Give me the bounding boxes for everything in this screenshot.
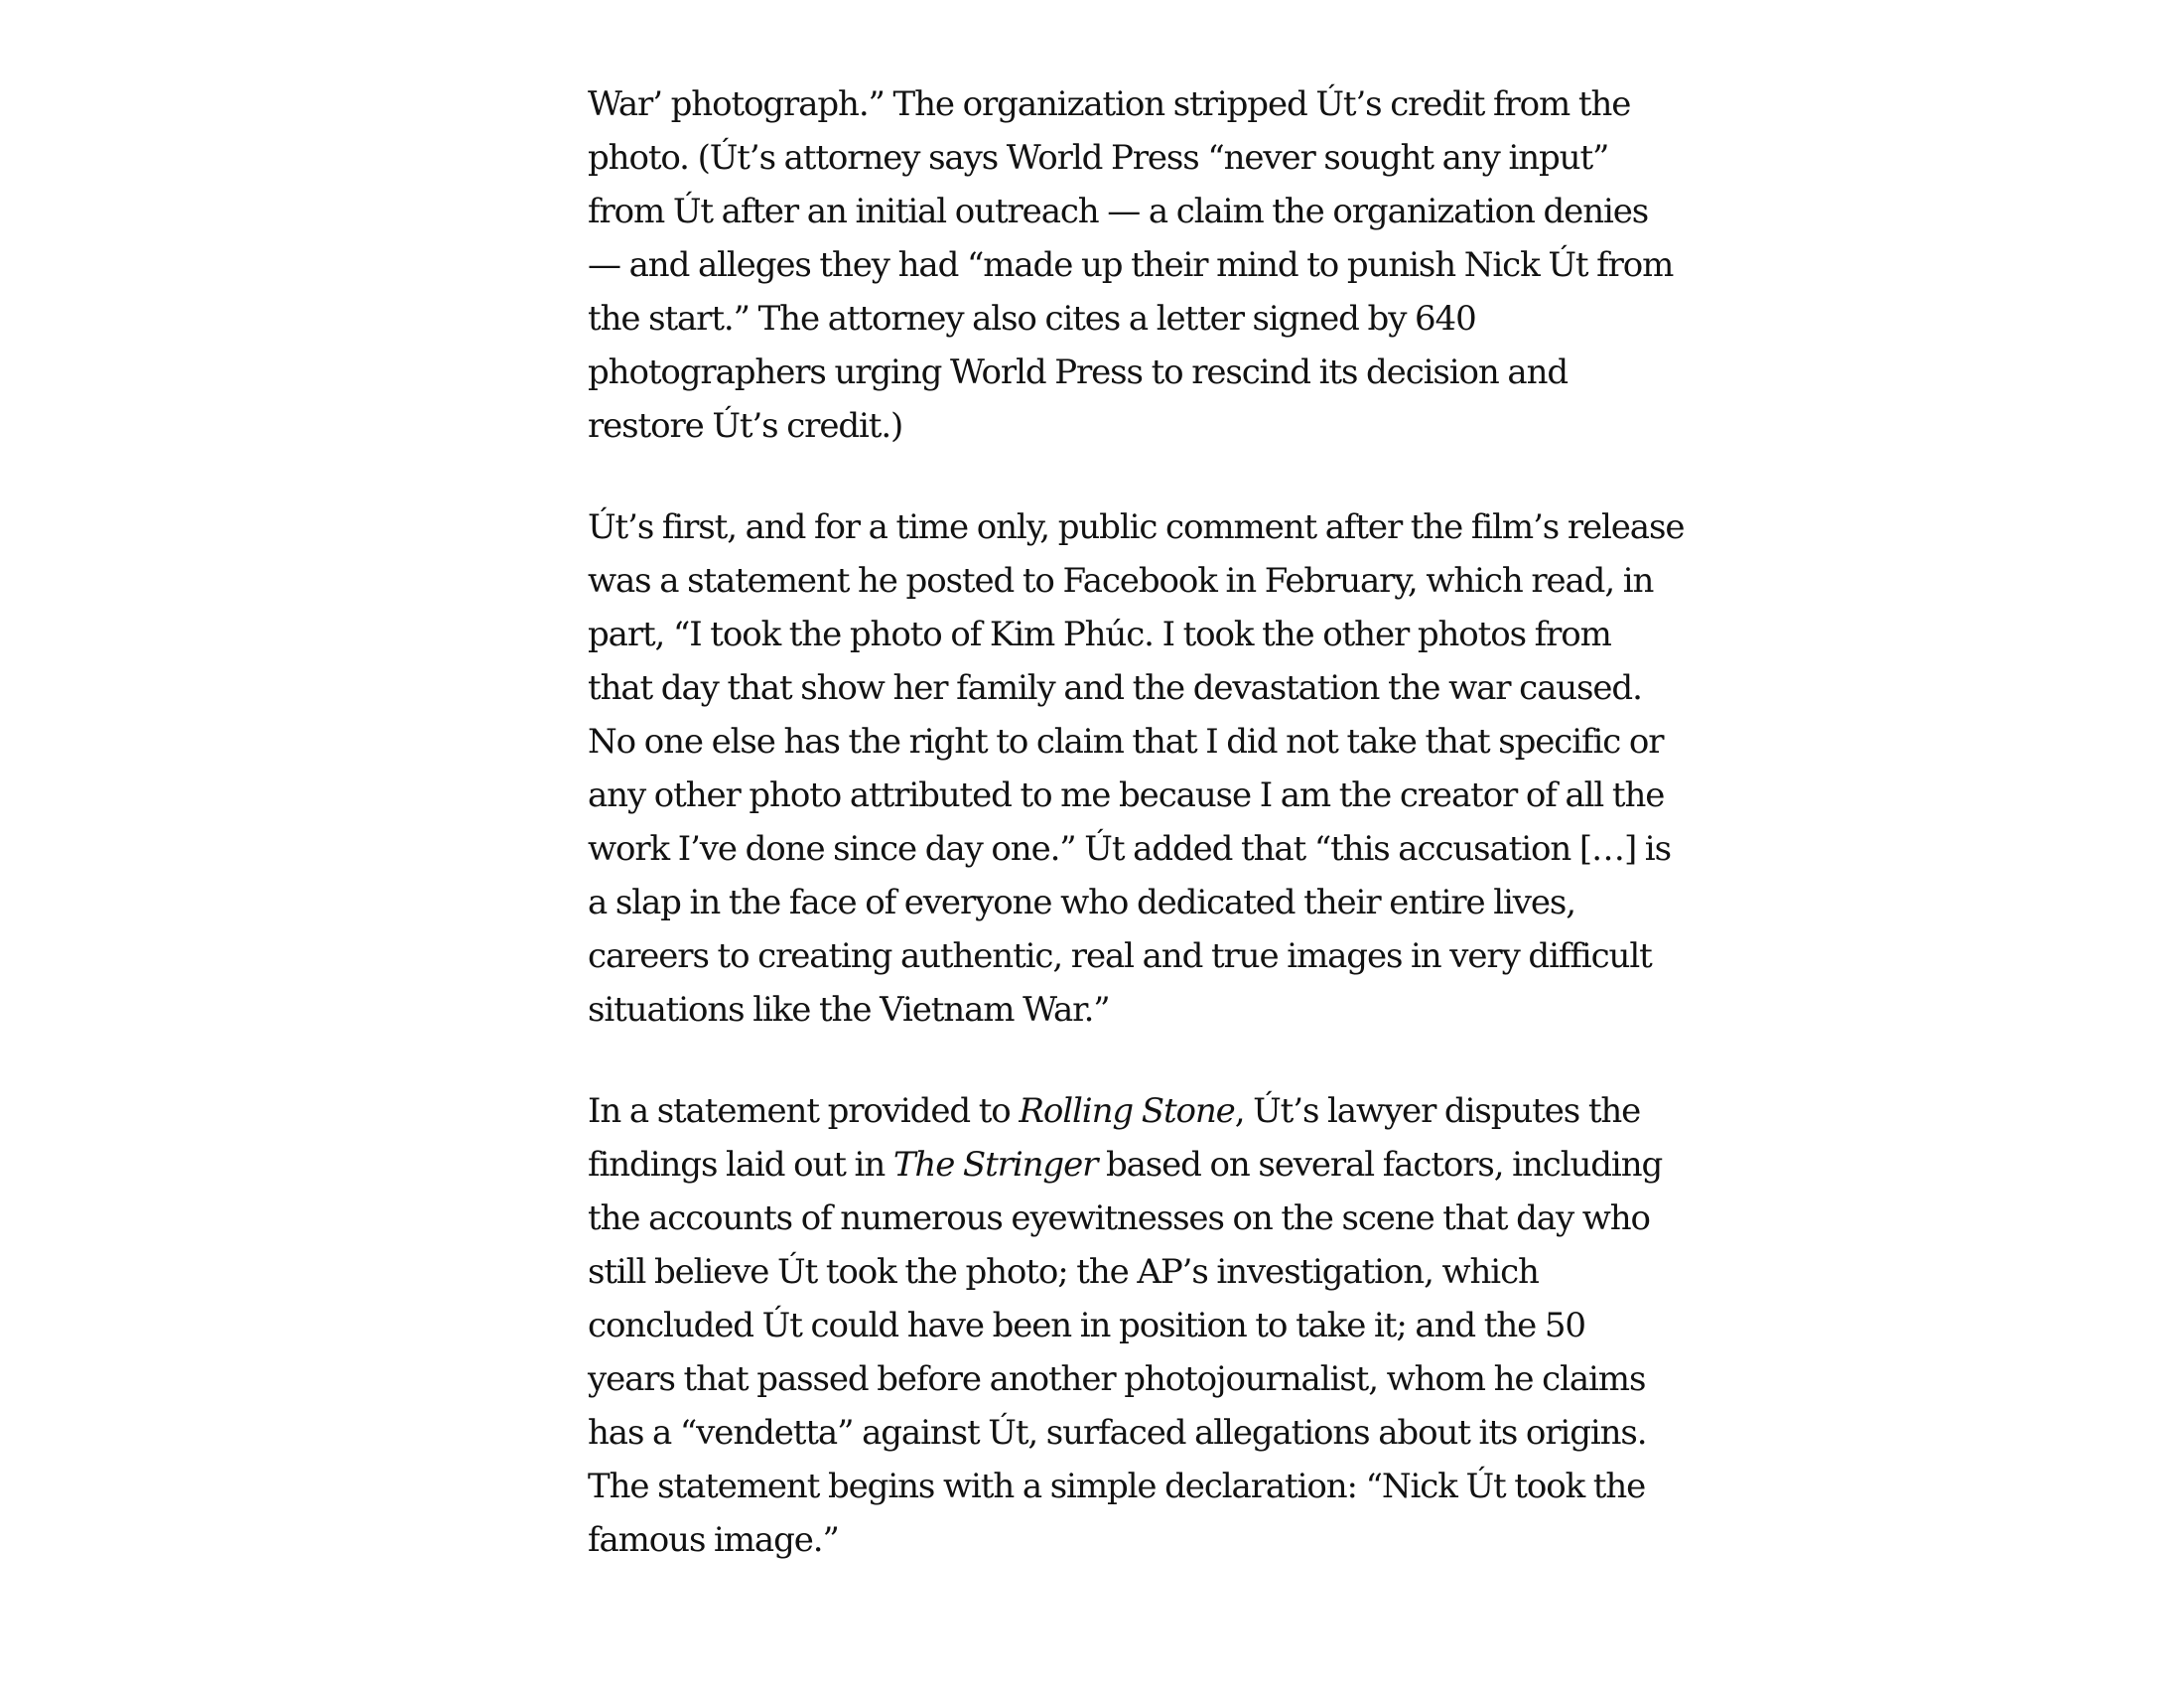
- paragraph-lawyer-statement: [588, 1084, 1663, 1567]
- text-segment: In a statement provided to: [588, 1091, 1020, 1131]
- article-body: [588, 77, 1685, 1615]
- text-line: concluded Út could have been in position to take it; and the 50: [588, 1306, 1585, 1345]
- text-line: part, “I took the photo of Kim Phúc. I took the other photos from: [588, 615, 1611, 654]
- text-line: still believe Út took the photo; the AP’s investigation, which: [588, 1252, 1539, 1292]
- paragraph-world-press: [588, 77, 1674, 453]
- film-title: The Stringer: [892, 1145, 1098, 1185]
- text-line: The statement begins with a simple declaration: “Nick Út took the: [588, 1467, 1646, 1506]
- text-segment: based on several factors, including: [1097, 1145, 1663, 1185]
- text-line: situations like the Vietnam War.”: [588, 990, 1110, 1030]
- text-line: [588, 1084, 1640, 1138]
- text-line: years that passed before another photojournalist, whom he claims: [588, 1359, 1646, 1399]
- text-line: that day that show her family and the devastation the war caused.: [588, 668, 1642, 708]
- text-line: a slap in the face of everyone who dedicated their entire lives,: [588, 883, 1575, 922]
- text-line: photo. (Út’s attorney says World Press “never sought any input”: [588, 138, 1609, 178]
- text-line: was a statement he posted to Facebook in February, which read, in: [588, 561, 1654, 601]
- text-line: [588, 1138, 1663, 1192]
- text-line: the accounts of numerous eyewitnesses on the scene that day who: [588, 1198, 1650, 1238]
- text-line: Út’s first, and for a time only, public comment after the film’s release: [588, 507, 1685, 547]
- text-line: restore Út’s credit.): [588, 406, 903, 446]
- text-line: famous image.”: [588, 1520, 839, 1560]
- text-line: has a “vendetta” against Út, surfaced allegations about its origins.: [588, 1413, 1647, 1453]
- paragraph-facebook-statement: [588, 500, 1685, 1037]
- text-line: any other photo attributed to me because I am the creator of all the: [588, 775, 1665, 815]
- publication-title: Rolling Stone: [1019, 1091, 1235, 1131]
- text-line: No one else has the right to claim that I did not take that specific or: [588, 722, 1664, 762]
- text-line: War’ photograph.” The organization stripped Út’s credit from the: [588, 84, 1631, 124]
- text-segment: findings laid out in: [588, 1145, 893, 1185]
- text-line: — and alleges they had “made up their mind to punish Nick Út from: [588, 245, 1674, 285]
- text-line: photographers urging World Press to rescind its decision and: [588, 352, 1569, 392]
- text-line: from Út after an initial outreach — a claim the organization denies: [588, 192, 1649, 231]
- text-line: work I’ve done since day one.” Út added that “this accusation […] is: [588, 829, 1671, 869]
- text-line: careers to creating authentic, real and true images in very difficult: [588, 936, 1652, 976]
- text-segment: , Út’s lawyer disputes the: [1234, 1091, 1641, 1131]
- text-line: the start.” The attorney also cites a letter signed by 640: [588, 299, 1476, 339]
